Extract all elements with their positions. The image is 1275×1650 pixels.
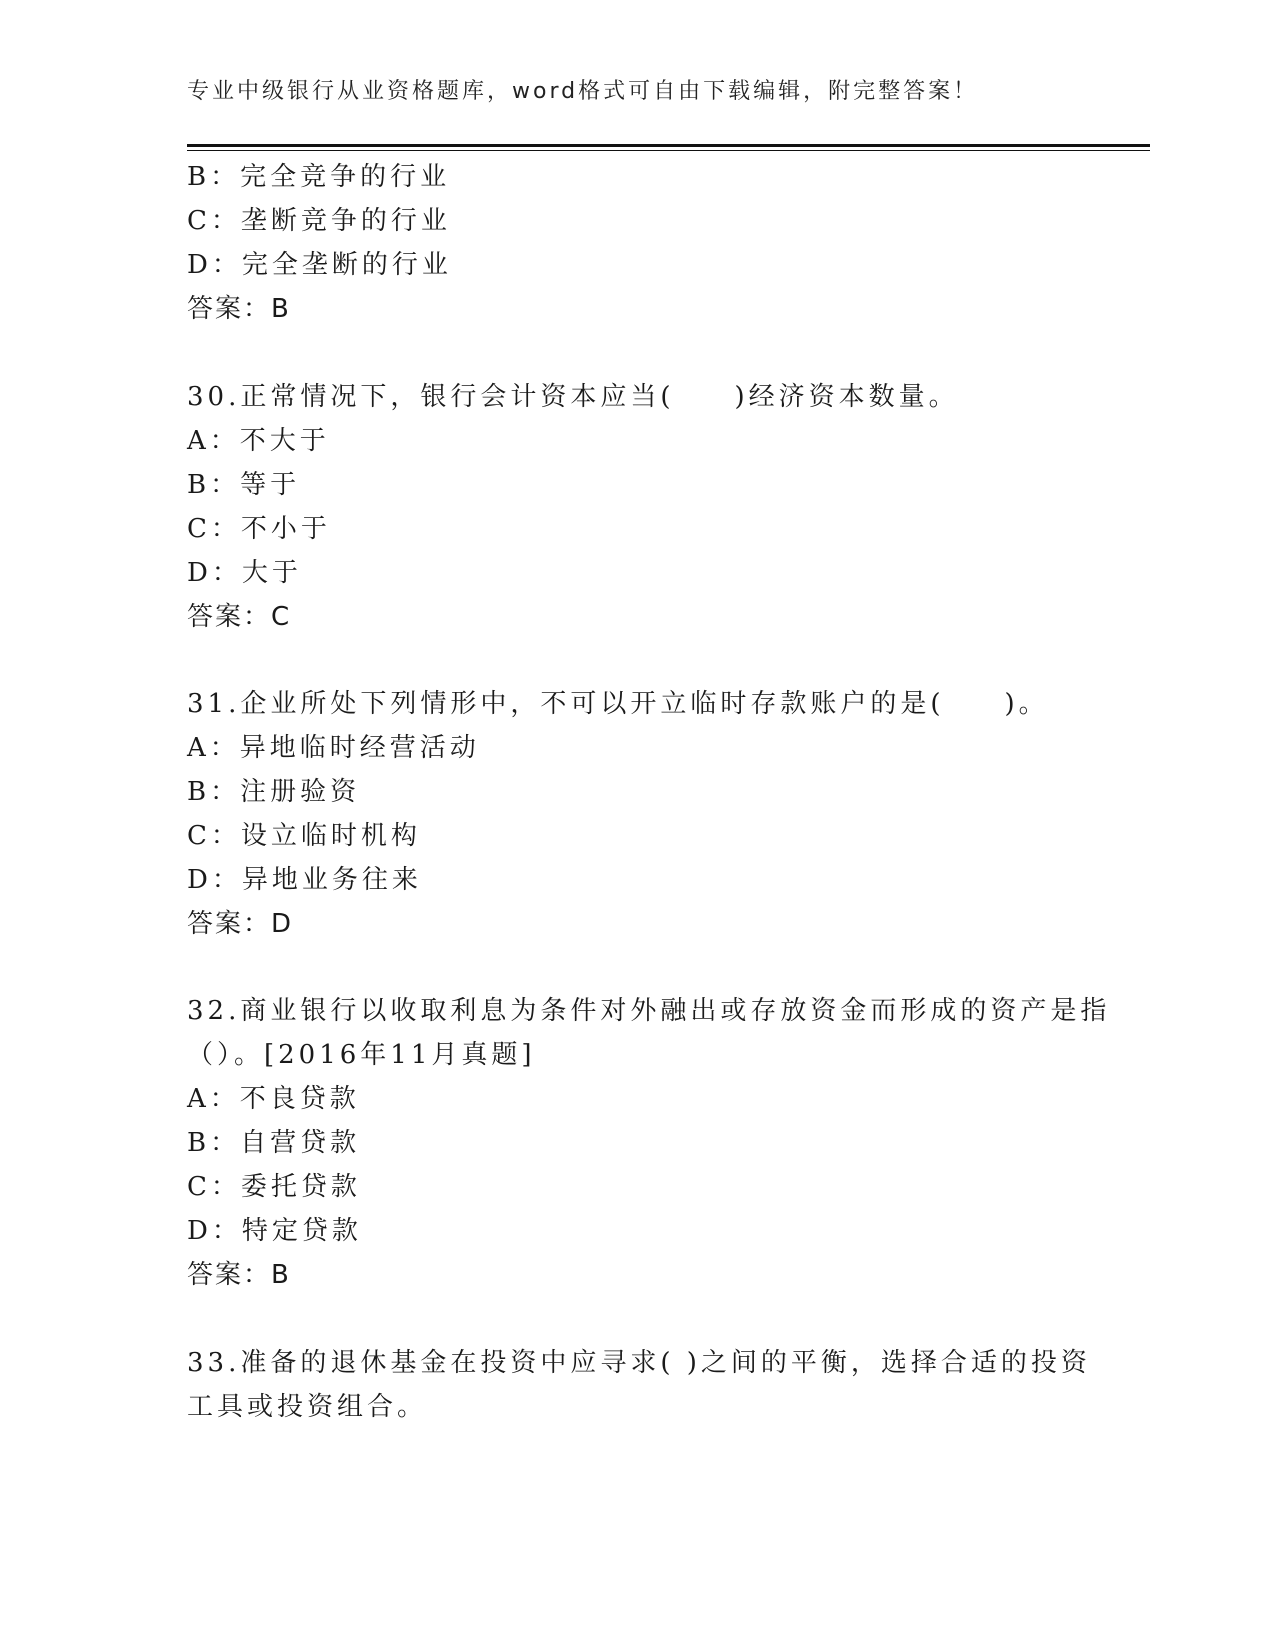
q30-stem: 30.正常情况下，银行会计资本应当( )经济资本数量。 [187,382,959,412]
q31-option-d: D：异地业务往来 [187,865,422,895]
q32-stem-line1: 32.商业银行以收取利息为条件对外融出或存放资金而形成的资产是指 [187,996,1111,1026]
q32-option-b: B：自营贷款 [187,1128,361,1158]
q32-option-d: D：特定贷款 [187,1216,362,1246]
page-header: 专业中级银行从业资格题库，word格式可自由下载编辑，附完整答案！ [187,79,979,104]
q30-answer: 答案：C [187,602,292,632]
q31-answer: 答案：D [187,909,294,939]
q32-answer: 答案：B [187,1260,291,1290]
q32-option-c: C：委托贷款 [187,1172,361,1202]
q30-option-a: A：不大于 [187,426,330,456]
q29-answer: 答案：B [187,294,291,324]
q32-option-a: A：不良贷款 [187,1084,360,1114]
q30-option-b: B：等于 [187,470,301,500]
q33-stem-line1: 33.准备的退休基金在投资中应寻求( )之间的平衡，选择合适的投资 [187,1348,1091,1378]
q29-option-c: C：垄断竞争的行业 [187,206,451,236]
q33-stem-line2: 工具或投资组合。 [187,1392,428,1422]
q31-option-b: B：注册验资 [187,777,361,807]
q29-option-d: D：完全垄断的行业 [187,250,452,280]
q31-option-a: A：异地临时经营活动 [187,733,480,763]
q31-option-c: C：设立临时机构 [187,821,421,851]
q31-stem: 31.企业所处下列情形中，不可以开立临时存款账户的是( )。 [187,689,1049,719]
header-rule-thick [187,144,1150,147]
header-rule-thin [187,150,1150,151]
q29-option-b: B：完全竞争的行业 [187,162,451,192]
q30-option-d: D：大于 [187,558,302,588]
q30-option-c: C：不小于 [187,514,331,544]
q32-stem-line2: （）。[2016年11月真题] [187,1040,536,1070]
